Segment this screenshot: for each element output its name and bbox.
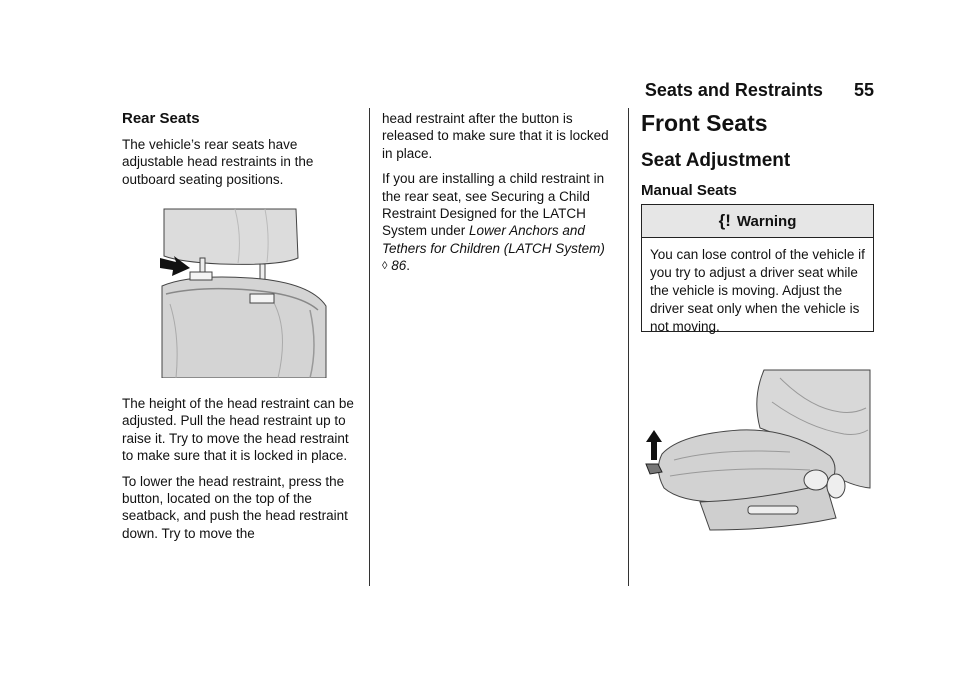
latch-link[interactable]: Lower Anchors and Tethers for Children (LATCH System) bbox=[382, 223, 605, 256]
column-divider-right bbox=[628, 108, 629, 586]
warning-box bbox=[641, 204, 874, 332]
warning-icon: {! bbox=[718, 211, 731, 230]
running-header bbox=[645, 80, 874, 101]
warning-header bbox=[642, 205, 873, 238]
heading-rear-seats: Rear Seats bbox=[122, 110, 200, 127]
column-rear-seats bbox=[122, 110, 358, 188]
column-rear-seats-lower bbox=[122, 395, 358, 542]
column-divider-left bbox=[369, 108, 370, 586]
warning-title: Warning bbox=[736, 212, 797, 230]
heading-manual-seats: Manual Seats bbox=[641, 182, 737, 199]
para-continue: head restraint after the button is released to make sure that it is locked in place. bbox=[382, 111, 609, 161]
page-ref-number[interactable]: 86 bbox=[391, 258, 407, 274]
page-ref-icon: ◊ bbox=[382, 260, 388, 273]
para-adjust-height: The height of the head restraint can be adjusted. Pull the head restraint up to raise it. Try to move the head restraint to make sure that it is locked in place. bbox=[122, 396, 354, 464]
section-title: Seats and Restraints bbox=[644, 80, 823, 100]
front-seat-icon bbox=[640, 368, 872, 538]
warning-text: You can lose control of the vehicle if you try to adjust a driver seat while the vehicle is moving. Adjust the driver seat only when the vehicle is not moving. bbox=[650, 247, 865, 334]
heading-seat-adjustment: Seat Adjustment bbox=[641, 150, 791, 171]
heading-front-seats: Front Seats bbox=[641, 110, 768, 136]
child-restraint-text: If you are installing a child restraint in the rear seat, see Securing a Child Restraint Designed for the LATCH System under bbox=[382, 171, 605, 239]
column-front-seats bbox=[641, 110, 875, 199]
page-ref-end: . bbox=[406, 258, 410, 274]
head-restraint-icon bbox=[160, 206, 328, 378]
para-child-restraint bbox=[382, 170, 614, 275]
warning-body bbox=[642, 238, 873, 336]
rear-seats-intro: The vehicle’s rear seats have adjustable head restraints in the outboard seating positions. bbox=[122, 137, 314, 187]
para-lower-restraint: To lower the head restraint, press the button, located on the top of the seatback, and push the head restraint down. Try to move the bbox=[122, 473, 348, 541]
column-continued bbox=[382, 110, 614, 276]
page-number: 55 bbox=[853, 80, 874, 100]
